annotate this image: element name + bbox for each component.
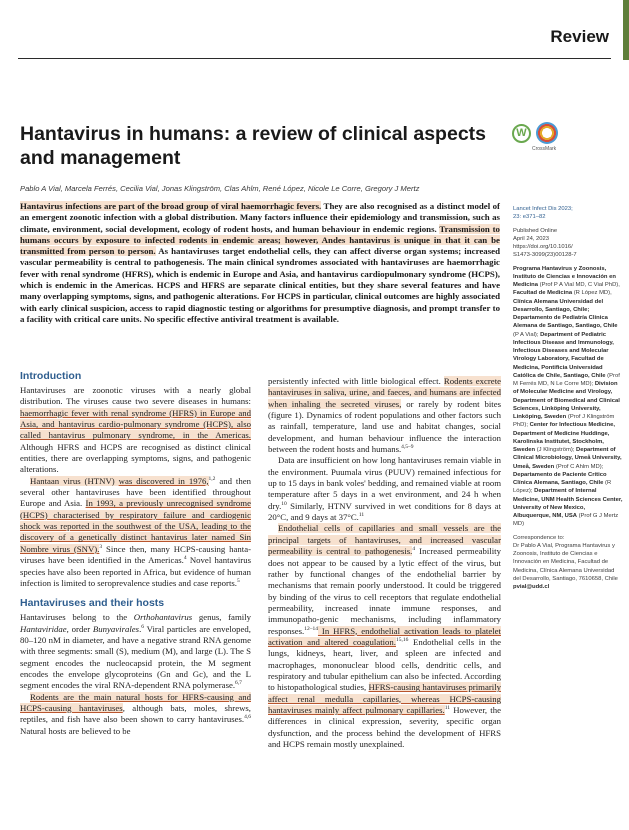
reference-marker[interactable]: 15,16	[396, 637, 409, 643]
reference-marker[interactable]: 4	[412, 546, 416, 553]
page-header	[0, 0, 629, 62]
abstract-highlight: Hantavirus infections are part of the broad group of viral haemorrhagic fevers.	[20, 201, 322, 211]
highlighted-text: haemorrhagic fever with renal syndrome (HFRS) in Europe and Asia, and hantavirus cardio-pulmonary syndrome (HCPS), also called hantavirus pulmonary syndrome, in the Americas.	[20, 407, 251, 441]
highlighted-text: HFRS-causing hantaviruses primarily affect renal medulla capillaries, whereas HCPS-causing hantaviruses mainly affect pulmonary capillaries.	[268, 682, 501, 715]
highlighted-text: In HFRS, endothelial activation leads to platelet activation and altered coagulation.	[268, 625, 501, 647]
correspondence-address: Dr Pablo A Vial, Programa Hantavirus y Zoonosis, Instituto de Ciencias e Innovación en Medicina, Facultad de Medicina, Clínica Alemana Universidad del Desarrollo, Santiago, 7610658, Chile	[513, 542, 618, 582]
highlighted-text: Hantaan virus (HTNV)	[30, 475, 119, 486]
reference-marker[interactable]: 1,2	[208, 475, 216, 482]
section-heading-introduction: Introduction	[20, 370, 82, 382]
reference-marker[interactable]: 12–14	[304, 625, 318, 632]
open-access-icon[interactable]: W	[512, 124, 531, 143]
paragraph: persistently infected with little biological effect. Rodents excrete hantaviruses in saliva, urine, and faeces, and humans are infected when inhaling the secreted viruses, or rarely by rodent bites (figure 1). Dynamics of rodent populations and other factors such as rainfall, temperature, land use and habitat changes, social development, and human behaviour influence the interaction between the rodent hosts and humans.$^{4,5-9}$	[268, 376, 502, 455]
article-title: Hantavirus in humans: a review of clinical aspects and management	[20, 123, 487, 169]
reference-marker[interactable]: 11	[444, 705, 450, 712]
highlighted-text: Endothelial cells of capillaries and small vessels are the principal targets of hantaviruses, and increased vascular permeability is central to pathogenesis.	[268, 523, 501, 557]
reference-marker[interactable]: 3	[99, 543, 103, 550]
paragraph: Data are insufficient on how long hantaviruses remain viable in the environment. Puumala virus (PUUV) remained infectious for up to 15 days in bank voles' bedding, and remained viable at room temperature after 5 days in a wet environment, and 24 h when dry.$^{10}$ Similarly, HTNV survived in wet conditions for 8 days at 20°C, and 9 days at 37°C.$^{11}$	[268, 455, 501, 523]
paragraph: Hantaan virus (HTNV) was discovered in 1976,$^{1,2}$ and then several other hantaviruses have been identified throughout Europe and Asia. In 1993, a previously unrecognised syndrome (HCPS) characterised by respiratory failure and cardiogenic shock was reported in the southwest of the USA, leading to the discovery of a genetically distinct hantavirus later named Sin Nombre virus (SNV).$^3$ Since then, many HCPS-causing hanta-viruses have been identified in the Americas.$^4$ Novel hantavirus species have also been reported in Africa, but evidence of human infection is limited to seroprevalence studies and case reports.$^5$	[20, 475, 251, 588]
section-label: Review	[550, 27, 609, 46]
highlighted-text: In 1993, a previously unrecognised syndrome (HCPS) characterised by respiratory failure and cardiogenic shock was reported in the southwest of the USA, leading to the discovery of a genetically distinct hantavirus later named Sin Nombre virus (SNV).	[20, 498, 251, 554]
correspondence-label: Correspondence to:	[513, 534, 565, 541]
journal-citation: Lancet Infect Dis 2023;	[513, 206, 573, 212]
highlighted-text: Rodents are the main natural hosts for HFRS-causing and HCPS-causing hantaviruses	[20, 691, 251, 713]
correspondence-email[interactable]: pvial@udd.cl	[513, 584, 550, 590]
article-sidebar	[513, 205, 623, 591]
body-column-left	[20, 370, 251, 737]
crossmark-icon[interactable]	[536, 122, 558, 144]
affiliations: Programa Hantavirus y Zoonosis, Instituto de Ciencias e Innovación en Medicina (Prof P A Vial MD, C Vial PhD), Facultad de Medicina (R López MD), Clínica Alemana Universidad del Desarrollo, Santiago, Chile; Departamento de Pediatría Clínica Alemana de Santiago, Santiago, Chile (P A Vial); Department of Pediatric Infectious Disease and Immunology, Infectious Diseases and Molecular Virology Laboratory, Facultad de Medicina, Pontificia Universidad Católica de Chile, Santiago, Chile (Prof M Ferrés MD, N Le Corre MD); Division of Molecular Medicine and Virology, Department of Biomedical and Clinical Sciences, Linköping University, Linköping, Sweden (Prof J Klingström PhD); Center for Infectious Medicine, Department of Medicine Huddinge, Karolinska Institutet, Stockholm, Sweden (J Klingström); Department of Clinical Microbiology, Umeå University, Umeå, Sweden (Prof C Ahlm MD); Departamento de Paciente Crítico Clínica Alemana, Santiago, Chile (R López); Department of Internal Medicine, UNM Health Sciences Center, University of New Mexico, Albuquerque, NM, USA (Prof G J Mertz MD)	[513, 265, 623, 528]
highlighted-text: was discovered in 1976,	[118, 475, 209, 486]
paragraph: Hantaviruses belong to the Orthohantavirus genus, family Hantaviridae, order Bunyavirales.$^6$ Viral particles are enveloped, 80–120 nM in diameter, and have a negative strand RNA genome with three segments: small (S), medium (M), and large (L). The S segment encodes the nucleocapsid protein, the M segment encodes the envelope glycoproteins (Gn and Gc), and the L segment encodes the viral RNA-dependent RNA polymerase.$^{6,7}$	[20, 612, 251, 691]
reference-marker[interactable]: 5	[236, 577, 240, 584]
paragraph: Rodents are the main natural hosts for HFRS-causing and HCPS-causing hantaviruses, although bats, moles, shrews, reptiles, and fish have also been shown to carry hantaviruses.$^{4,6}$ Natural hosts are believed to be	[20, 691, 251, 736]
body-column-right	[268, 376, 501, 750]
reference-marker[interactable]: 6	[141, 623, 145, 630]
paragraph: Endothelial cells of capillaries and small vessels are the principal targets of hantaviruses, and increased vascular permeability is central to pathogenesis.$^4$ Increased permeability does not appear to be caused by a lytic effect of the virus, but rather by functional changes of the endothelial barrier by mechanisms that remain poorly understood. It could be triggered by binding of the virus to cell receptors that regulate endothelial permeability, increased innate immune responses, and immunopatho-genic mechanisms, including inflammatory responses.$^{12-14}$ In HFRS, endothelial activation leads to platelet activation and altered coagulation.$^{15,16}$ Endothelial cells in the lungs, kidneys, heart, liver, and spleen are infected and macrophages, mononuclear blood cells, dendritic cells, and respiratory and tubular epithelium can also be infected. According to histopathological studies, HFRS-causing hantaviruses primarily affect renal medulla capillaries, whereas HCPS-causing hantaviruses mainly affect pulmonary capillaries.$^{11}$ However, the differences in clinical expression, severity, specific organ dysfunction, and the process behind the development of HFRS and HCPS remain mostly unexplained.	[268, 523, 501, 749]
abstract	[20, 201, 500, 325]
journal-color-tab	[623, 0, 629, 60]
header-rule	[18, 58, 611, 59]
abstract-text: They are also recognised as a distinct model of an emergent zoonotic infection with a global distribution. Many factors influence their epidemiology and transmission, such as climate, environment, social development, ecology of rodent hosts, and human behaviour in endemic regions.	[20, 201, 500, 234]
published-label: Published Online	[513, 227, 558, 234]
doi-link[interactable]: S1473-3099(23)00128-7	[513, 252, 577, 259]
reference-marker[interactable]: 4,5–9	[401, 444, 414, 451]
reference-marker[interactable]: 6,7	[235, 680, 242, 687]
published-date: April 24, 2023	[513, 235, 550, 242]
paragraph: Hantaviruses are zoonotic viruses with a nearly global distribution. The viruses cause two severe diseases in humans: haemorrhagic fever with renal syndrome (HFRS) in Europe and Asia, and hantavirus cardio-pulmonary syndrome (HCPS), also called hantavirus pulmonary syndrome, in the Americas. Although HFRS and HCPS are recognised as distinct clinical entities, there are overlapping symptoms, signs, and pathogenic alterations.	[20, 385, 251, 475]
highlighted-text: Rodents excrete hantaviruses in saliva, urine, and faeces, and humans are infected when inhaling the secreted viruses,	[268, 376, 502, 409]
section-heading-hosts: Hantaviruses and their hosts	[20, 597, 165, 610]
crossmark-label: CrossMark	[532, 146, 557, 152]
doi-link[interactable]: https://doi.org/10.1016/	[513, 244, 573, 250]
reference-marker[interactable]: 10	[281, 500, 287, 507]
abstract-highlight: Transmission to humans occurs by exposure to infected rodents in endemic areas; however, Andes hantavirus is unique in that it can be transmitted from person to person.	[20, 223, 500, 257]
abstract-text: As hantaviruses target endothelial cells, they can affect diverse organ systems; increased vascular permeability is central to pathogenesis. The main clinical syndromes associated with hantaviruses are haemorrhagic fever with renal syndrome (HFRS), which is endemic in Europe and Asia, and hantavirus cardiopulmonary syndrome (HCPS), which is endemic in the Americas. HCPS and HFRS are separate clinical entities, but they share several features and have many overlapping symptoms, signs, and pathogenic alterations. For HCPS in particular, clinical outcomes are highly associated with early clinical suspicion, access to rapid diagnostic testing or algorithms for presumptive diagnosis, and prompt transfer to a facility with critical care units. No specific effective antiviral treatment is available.	[20, 246, 500, 324]
journal-pages: 23: e371–82	[513, 214, 546, 221]
author-list: Pablo A Vial, Marcela Ferrés, Cecilia Vial, Jonas Klingström, Clas Ahlm, René López, Nicole Le Corre, Gregory J Mertz	[20, 184, 420, 193]
reference-marker[interactable]: 4	[183, 555, 187, 562]
reference-marker[interactable]: 11	[358, 512, 365, 519]
reference-marker[interactable]: 4,6	[244, 714, 251, 721]
